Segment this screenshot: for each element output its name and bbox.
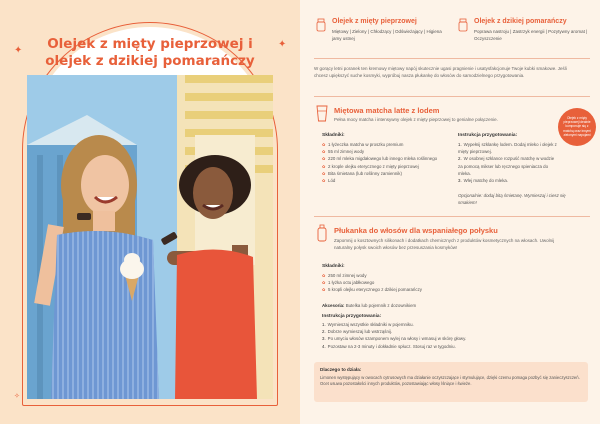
list-item: ✿ 220 ml mleka migdałowego lub innego mleka roślinnego — [322, 155, 442, 162]
instructions-heading: Instrukcja przygotowania: — [458, 133, 518, 138]
ingredients-list — [322, 141, 442, 184]
instructions-list — [458, 141, 558, 184]
list-item: 3. Po umyciu włosów szamponem wylej na włosy i wmasuj w skórę głowy. — [322, 336, 467, 342]
page-title — [40, 36, 260, 70]
divider — [314, 96, 590, 97]
accessories-heading: Akcesoria: — [322, 303, 345, 308]
list-item: 4. Pozostaw na 2-3 minuty i dokładnie spłucz. Stosuj raz w tygodniu. — [322, 343, 456, 349]
list-item: ✿ Bita śmietana (lub roślinny zamiennik) — [322, 170, 442, 177]
list-item: 3. Wlej matchę do mleka. — [458, 178, 509, 184]
oil-bottle-icon — [456, 18, 470, 32]
intro-text: W gorący letni poranek ten kremowy miętowy napój skutecznie ugasi pragnienie i usatysfakcjonuje Twoje kubki smakowe. Jeśli chcesz upiększyć suche kosmyki, wypróbuj nasza płukankę do włosów do samodzielnego przygotowania. — [314, 66, 567, 78]
list-item: ✿ 55 ml zimnej wody — [322, 148, 442, 155]
right-page — [300, 0, 600, 424]
photo-two-women-ice-cream — [27, 75, 273, 399]
optional-note: Opcjonalnie: dodaj bitą śmietanę. Wymieszaj i ciesz się smakiem! — [458, 193, 566, 205]
list-item: ✿ 1 łyżeczka matcha w proszku premium — [322, 141, 442, 148]
title-line-1: Olejek z mięty pieprzowej i — [47, 36, 253, 52]
oil-bottle-icon — [314, 18, 328, 32]
list-item: ✿ 2 krople olejku eterycznego z mięty pieprzowej — [322, 163, 442, 170]
list-item: 1. Wypełnij szklankę lodem. Dodaj mleko i olejek z mięty pieprzowej. — [458, 142, 557, 155]
recipe-title-hair-rinse: Płukanka do włosów dla wspaniałego połysku — [334, 226, 498, 235]
ingredients-heading: Składniki: — [322, 264, 345, 269]
oil-description: Miętowy | Zielony | Chłodzący | Odświeżający | Higiena jamy ustnej — [332, 29, 442, 41]
tip-badge — [558, 108, 596, 146]
recipe-title-matcha: Miętowa matcha latte z lodem — [334, 106, 440, 115]
list-item: 2. Dobrze wymieszaj lub wstrząśnij. — [322, 329, 393, 335]
bottle-icon — [316, 224, 328, 242]
list-item: ✿ 250 ml zimnej wody — [322, 272, 522, 279]
sparkle-icon: ✦ — [14, 45, 23, 56]
sparkle-icon: ✧ — [14, 393, 20, 400]
oil-name: Olejek z mięty pieprzowej — [332, 18, 417, 25]
oil-wild-orange — [456, 18, 596, 58]
divider — [314, 216, 590, 217]
divider — [314, 58, 590, 59]
list-item: ✿ 1 łyżka octu jabłkowego — [322, 279, 522, 286]
recipe-subtitle-matcha: Pełna mocy matcha i intensywny olejek z mięty pieprzowej to genialne połączenie. — [334, 117, 498, 122]
list-item: 2. W osobnej szklance rozpuść matchę w wodzie za pomocą mikser lub ręcznego spieniacza do mleka. — [458, 156, 555, 176]
title-line-2: olejek z dzikiej pomarańczy — [45, 53, 255, 69]
list-item: ✿ 5 kropli olejku eterycznego z dzikiej pomarańczy — [322, 286, 522, 293]
list-item: ✿ Lód — [322, 177, 442, 184]
list-item: 1. Wymieszaj wszystkie składniki w pojemniku. — [322, 322, 414, 327]
instructions-list — [322, 321, 572, 350]
oil-peppermint — [314, 18, 454, 58]
why-it-works-text: Limonen występujący w owocach cytrusowych ma działanie oczyszczające i stymulujące, dzięki czemu pomaga pozbyć się zanieczyszczeń. Ocet usuwa pozostałości innych produktów, pozostawiając włosy lśniące i świeże. — [320, 375, 580, 386]
sparkle-icon: ✦ — [278, 39, 287, 50]
glass-icon — [316, 104, 328, 122]
accessories-line — [322, 302, 572, 309]
oil-description: Poprawa nastroju | Zastrzyk energii | Pozytywny aromat | Oczyszczenie — [474, 29, 588, 41]
instructions-heading: Instrukcja przygotowania: — [322, 314, 382, 319]
oil-name: Olejek z dzikiej pomarańczy — [474, 18, 567, 25]
accessories-value: Butelka lub pojemnik z dozownikiem — [345, 303, 417, 308]
recipe-subtitle-hair-rinse: Zapomnij o kosztownych silikonach i dodatkach chemicznych z produktów kosmetycznych na włosach. Uwolnij naturalny połysk swoich włosów bez przesuszania kosmyków! — [334, 238, 555, 250]
ingredients-heading: Składniki: — [322, 133, 345, 138]
ingredients-list — [322, 272, 522, 294]
why-it-works-box — [314, 362, 588, 402]
tip-badge-text: Olejek z mięty pieprzowej idealnie komponuje się z matchą oraz innymi zielonymi napojami — [563, 116, 591, 137]
why-it-works-title: Dlaczego to działa: — [320, 367, 362, 372]
